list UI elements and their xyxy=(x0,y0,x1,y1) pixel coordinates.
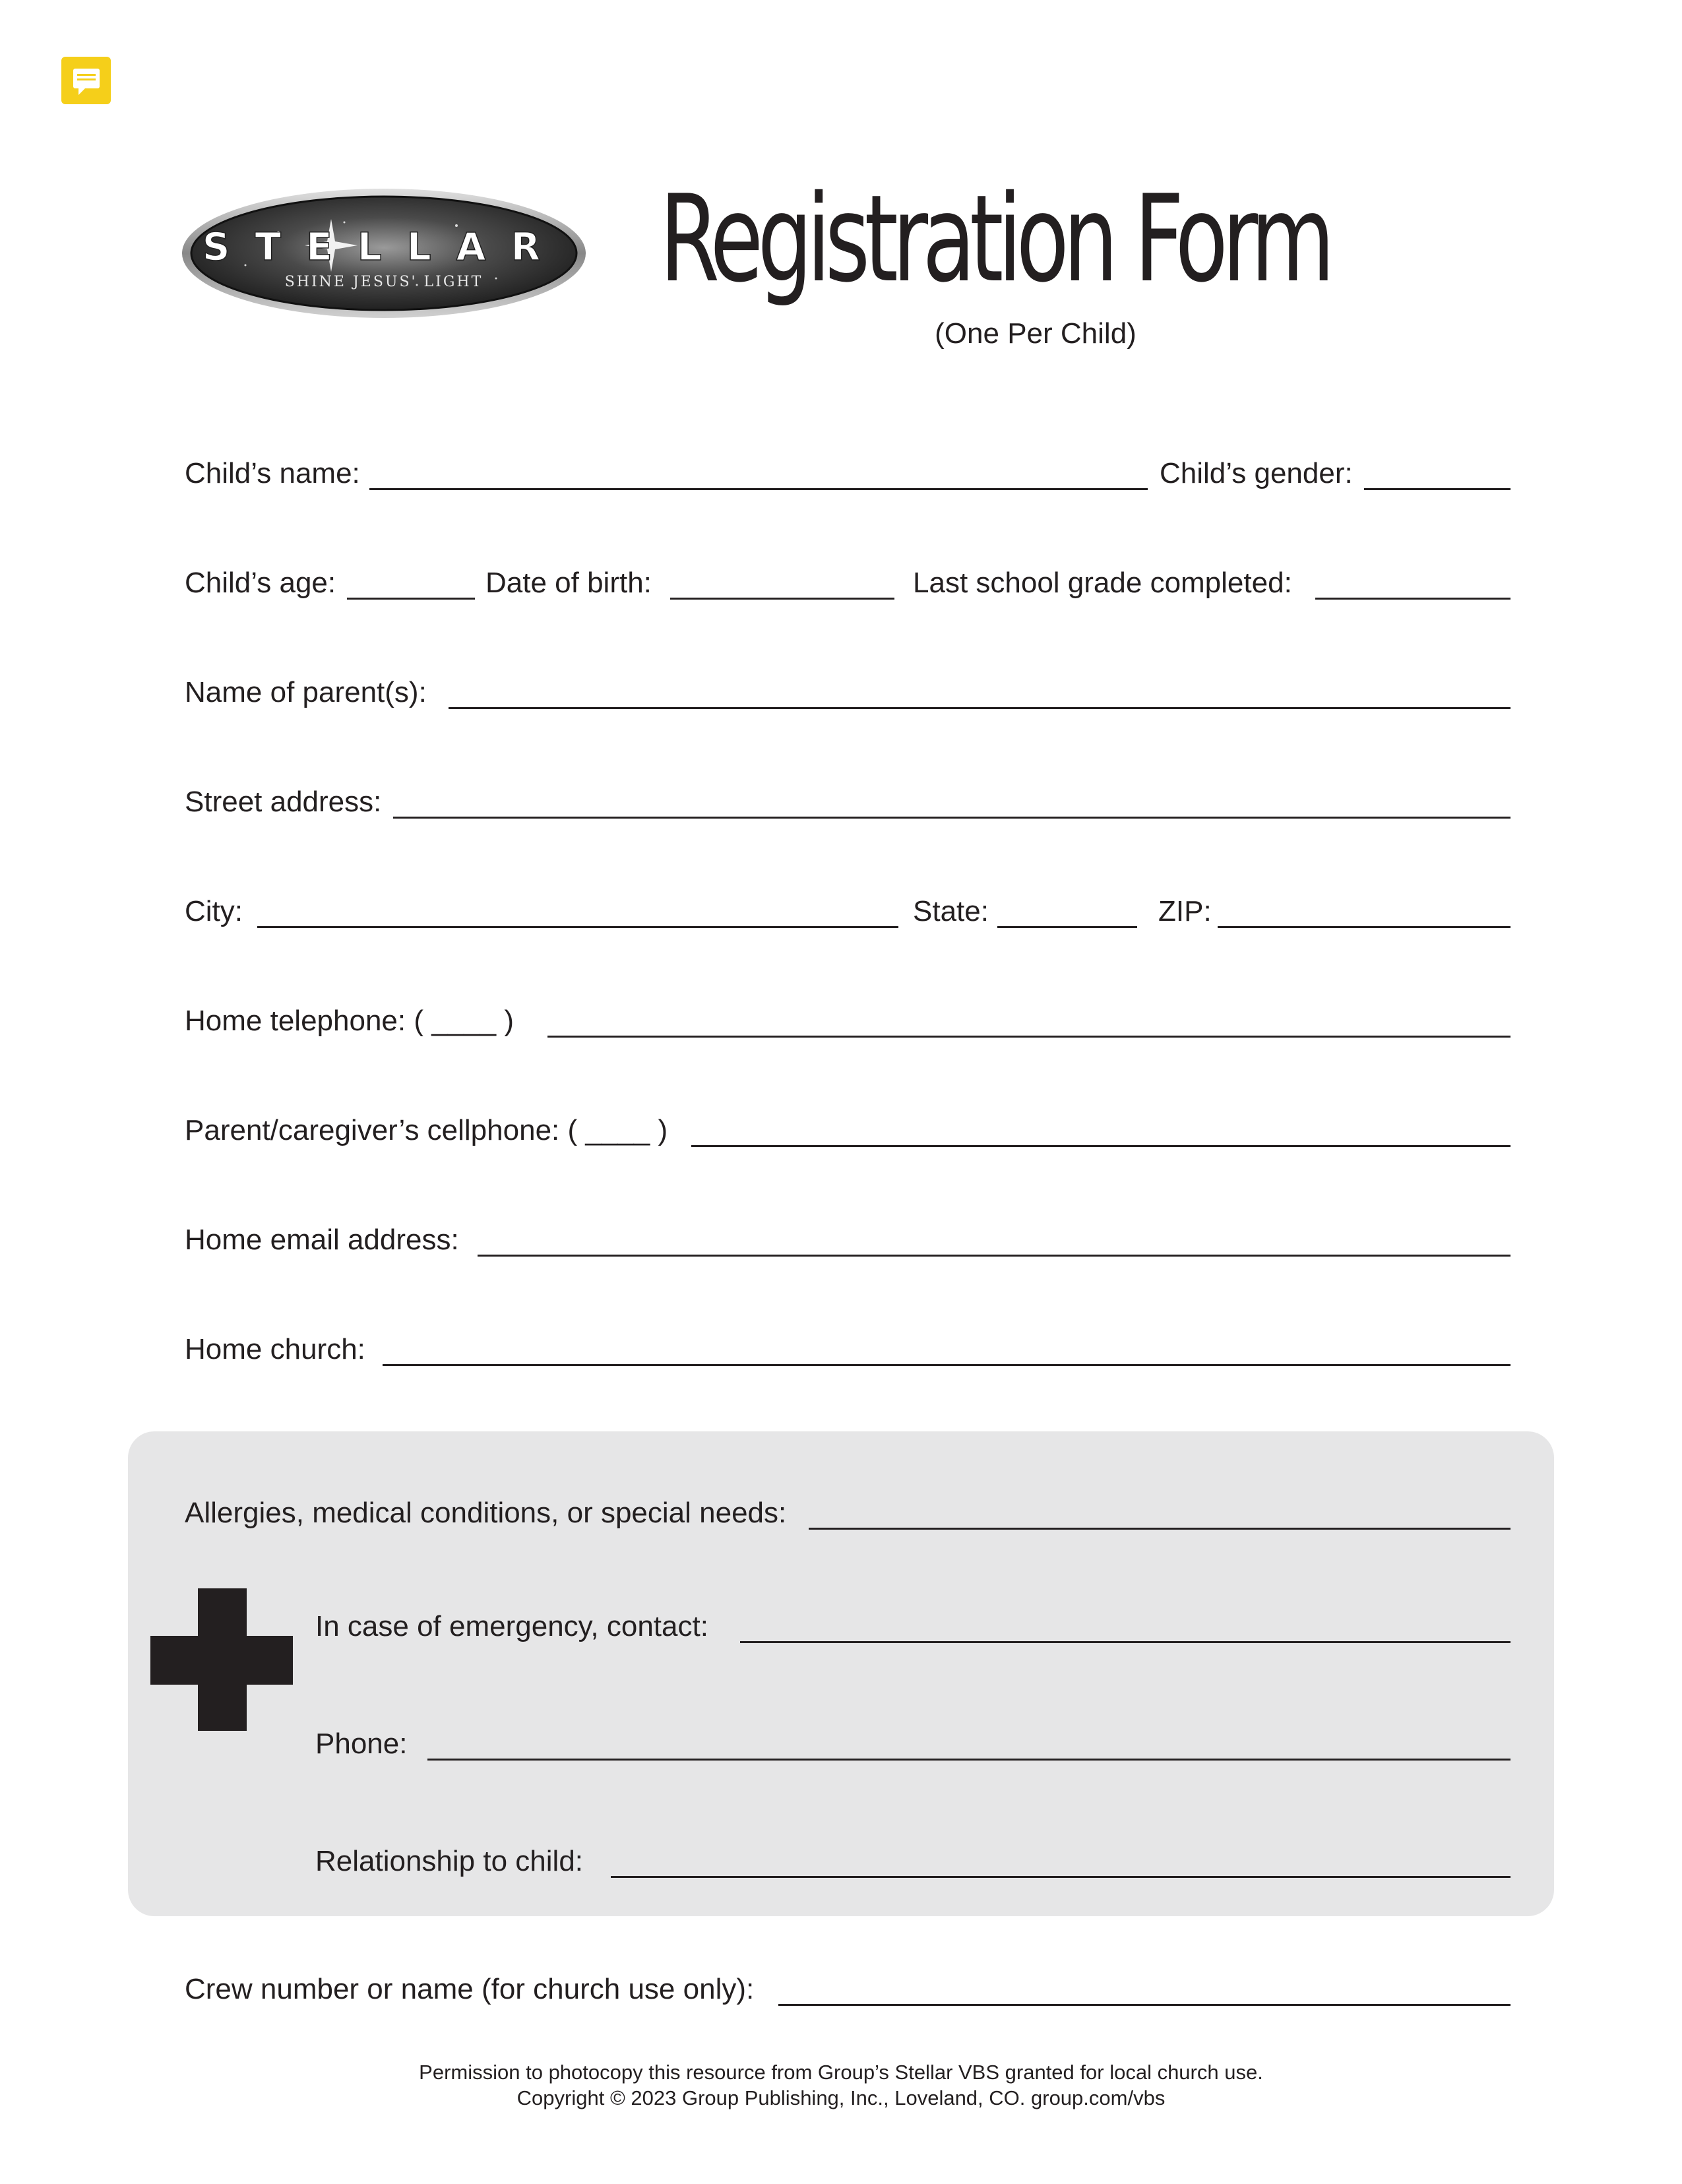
city-field[interactable] xyxy=(257,926,898,928)
page-title: Registration Form xyxy=(660,169,1330,309)
row-emergency-phone xyxy=(0,1726,1682,1765)
home-telephone-field[interactable] xyxy=(547,1036,1511,1038)
row-child-name xyxy=(0,455,1682,495)
relationship-label: Relationship to child: xyxy=(315,1845,584,1877)
emergency-contact-label: In case of emergency, contact: xyxy=(315,1610,708,1642)
last-grade-label: Last school grade completed: xyxy=(913,567,1292,599)
date-of-birth-label: Date of birth: xyxy=(485,567,652,599)
zip-label: ZIP: xyxy=(1158,895,1212,927)
street-address-field[interactable] xyxy=(393,817,1511,819)
street-address-label: Street address: xyxy=(185,786,382,818)
child-name-field[interactable] xyxy=(369,488,1148,490)
crew-label: Crew number or name (for church use only): xyxy=(185,1973,755,2005)
row-age-dob-grade xyxy=(0,565,1682,604)
parent-names-field[interactable] xyxy=(449,707,1511,709)
email-field[interactable] xyxy=(478,1255,1511,1257)
row-crew xyxy=(0,1971,1682,2011)
row-home-telephone xyxy=(0,1003,1682,1042)
logo-text: STELLAR xyxy=(202,224,566,269)
crew-field[interactable] xyxy=(778,2004,1511,2006)
comment-icon[interactable] xyxy=(61,57,111,104)
allergies-field[interactable] xyxy=(809,1528,1511,1530)
email-label: Home email address: xyxy=(185,1224,459,1256)
date-of-birth-field[interactable] xyxy=(670,598,894,600)
footer-permission: Permission to photocopy this resource from Group’s Stellar VBS granted for local church use. xyxy=(419,2061,1263,2084)
row-email xyxy=(0,1222,1682,1261)
row-relationship xyxy=(0,1843,1682,1883)
cellphone-field[interactable] xyxy=(691,1145,1511,1147)
last-grade-field[interactable] xyxy=(1315,598,1511,600)
logo-tagline: SHINE JESUS' LIGHT xyxy=(284,274,483,290)
home-telephone-label: Home telephone: ( ____ ) xyxy=(185,1005,514,1037)
row-cellphone xyxy=(0,1112,1682,1152)
row-parent-names xyxy=(0,674,1682,714)
stellar-logo xyxy=(179,186,588,321)
child-age-field[interactable] xyxy=(347,598,475,600)
zip-field[interactable] xyxy=(1218,926,1511,928)
emergency-contact-field[interactable] xyxy=(740,1641,1511,1643)
home-church-label: Home church: xyxy=(185,1333,365,1365)
emergency-phone-label: Phone: xyxy=(315,1728,408,1760)
row-allergies xyxy=(0,1495,1682,1534)
emergency-phone-field[interactable] xyxy=(427,1759,1511,1761)
relationship-field[interactable] xyxy=(611,1876,1511,1878)
footer-copyright: Copyright © 2023 Group Publishing, Inc., Loveland, CO. group.com/vbs xyxy=(516,2086,1166,2109)
row-street-address xyxy=(0,784,1682,823)
page-subtitle: (One Per Child) xyxy=(935,317,1137,350)
child-gender-label: Child’s gender: xyxy=(1160,457,1353,489)
home-church-field[interactable] xyxy=(383,1364,1511,1366)
state-field[interactable] xyxy=(997,926,1137,928)
row-emergency-contact xyxy=(0,1608,1682,1648)
footer xyxy=(264,2059,1418,2111)
allergies-label: Allergies, medical conditions, or special needs: xyxy=(185,1497,787,1529)
child-name-label: Child’s name: xyxy=(185,457,360,489)
child-gender-field[interactable] xyxy=(1364,488,1511,490)
row-city-state-zip xyxy=(0,893,1682,933)
cellphone-label: Parent/caregiver’s cellphone: ( ____ ) xyxy=(185,1114,668,1146)
state-label: State: xyxy=(913,895,989,927)
parent-names-label: Name of parent(s): xyxy=(185,676,427,708)
child-age-label: Child’s age: xyxy=(185,567,336,599)
row-home-church xyxy=(0,1331,1682,1371)
city-label: City: xyxy=(185,895,243,927)
